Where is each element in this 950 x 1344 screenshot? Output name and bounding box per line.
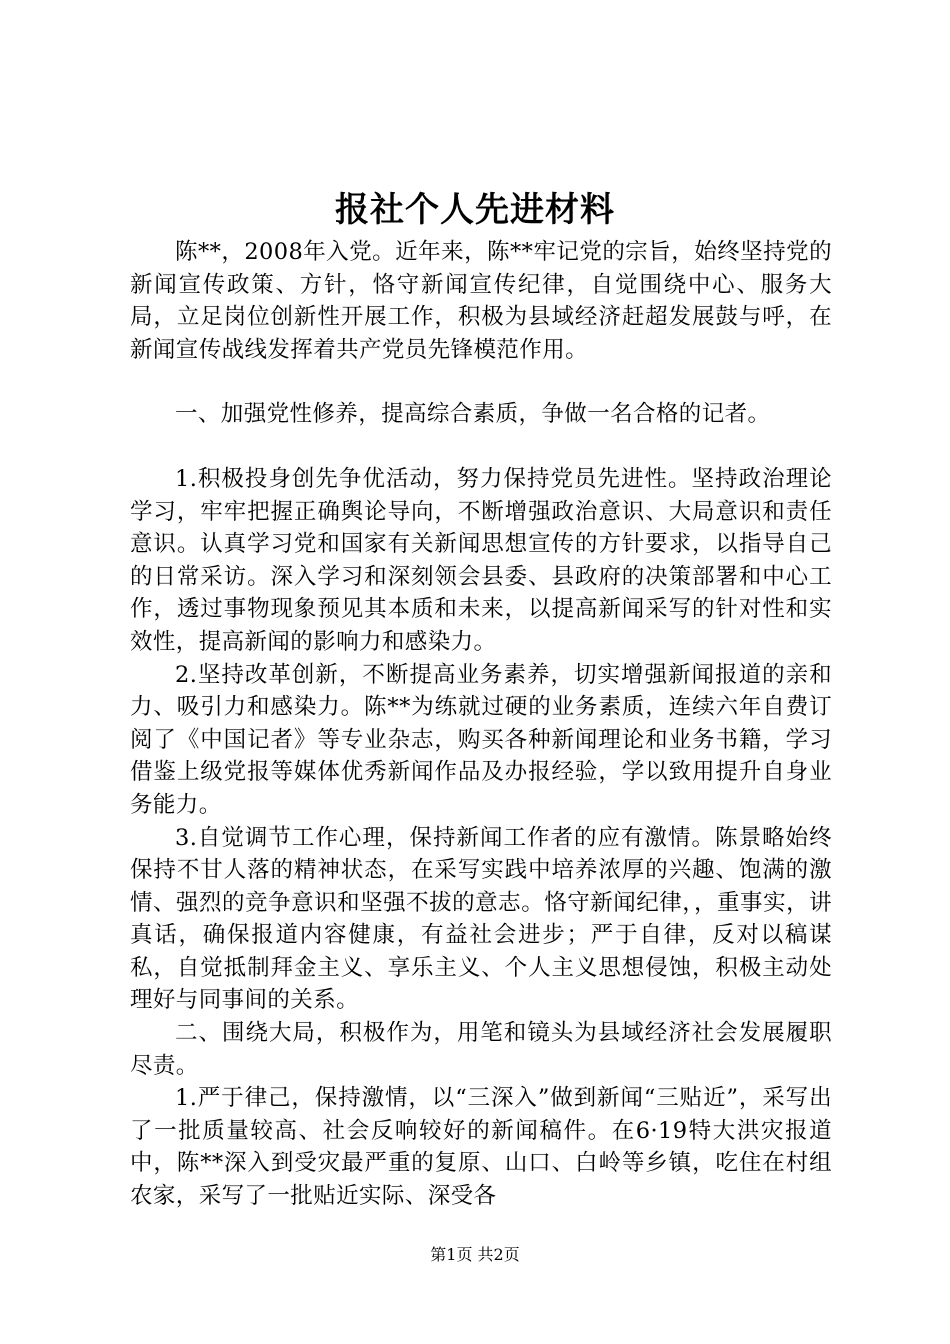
paragraph-1-1: 1.积极投身创先争优活动，努力保持党员先进性。坚持政治理论学习，牢牢把握正确舆论导向，不断增强政治意识、大局意识和责任意识。认真学习党和国家有关新闻思想宣传的方针要求，以指导自己的日常采访。深入学习和深刻领会县委、县政府的决策部署和中心工作，透过事物现象预见其本质和未来，以提高新闻采写的针对性和实效性，提高新闻的影响力和感染力。: [130, 465, 832, 655]
intro-paragraph: 陈**，2008年入党。近年来，陈**牢记党的宗旨，始终坚持党的新闻宣传政策、方针，恪守新闻宣传纪律，自觉围绕中心、服务大局，立足岗位创新性开展工作，积极为县域经济赶超发展鼓与呼，在新闻宣传战线发挥着共产党员先锋模范作用。: [130, 239, 832, 363]
paragraph-1-3: 3.自觉调节工作心理，保持新闻工作者的应有激情。陈景略始终保持不甘人落的精神状态，在采写实践中培养浓厚的兴趣、饱满的激情、强烈的竞争意识和坚强不拔的意志。恪守新闻纪律，，重事实，讲真话，确保报道内容健康，有益社会进步；严于自律，反对以稿谋私，自觉抵制拜金主义、享乐主义、个人主义思想侵蚀，积极主动处理好与同事间的关系。: [130, 824, 832, 1014]
paragraph-2-1: 1.严于律己，保持激情，以“三深入”做到新闻“三贴近”，采写出了一批质量较高、社会反响较好的新闻稿件。在6·19特大洪灾报道中，陈**深入到受灾最严重的复原、山口、白岭等乡镇，吃住在村组农家，采写了一批贴近实际、深受各: [130, 1085, 832, 1210]
document-title: 报社个人先进材料: [335, 190, 615, 230]
section-heading-2: 二、围绕大局，积极作为，用笔和镜头为县域经济社会发展履职尽责。: [130, 1020, 832, 1079]
paragraph-1-2: 2.坚持改革创新，不断提高业务素养，切实增强新闻报道的亲和力、吸引力和感染力。陈**为练就过硬的业务素质，连续六年自费订阅了《中国记者》等专业杂志，购买各种新闻理论和业务书籍，学习借鉴上级党报等媒体优秀新闻作品及办报经验，学以致用提升自身业务能力。: [130, 661, 832, 818]
section-heading-1: 一、加强党性修养，提高综合素质，争做一名合格的记者。: [175, 401, 771, 428]
page-footer: 第1页 共2页: [430, 1245, 520, 1264]
document-body: [130, 236, 832, 1213]
